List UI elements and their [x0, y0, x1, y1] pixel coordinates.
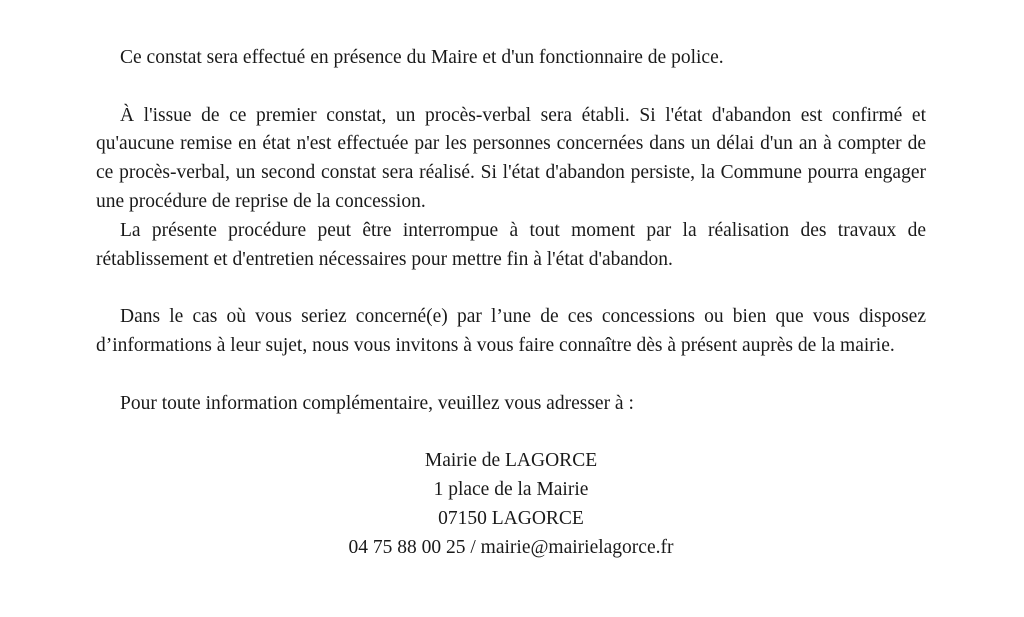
address-contact: 04 75 88 00 25 / mairie@mairielagorce.fr [348, 536, 674, 558]
address-street: 1 place de la Mairie [433, 478, 589, 500]
paragraph-spacer [96, 361, 926, 390]
paragraph-concession: Dans le cas où vous seriez concerné(e) par l’une de ces concessions ou bien que vous disposez d’informations à leur sujet, nous vous invitons à vous faire connaître dès à présent auprès de la mairie. [96, 306, 926, 356]
address-block [96, 447, 926, 562]
paragraph-spacer [96, 418, 926, 447]
paragraph-spacer [96, 73, 926, 102]
paragraph-constat: Ce constat sera effectué en présence du Maire et d'un fonctionnaire de police. [120, 47, 724, 68]
paragraph-procedure: La présente procédure peut être interrompue à tout moment par la réalisation des travaux de rétablissement et d'entretien nécessaires pour mettre fin à l'état d'abandon. [96, 219, 926, 270]
paragraph-spacer [96, 274, 926, 303]
paragraph-information: Pour toute information complémentaire, veuillez vous adresser à : [120, 392, 634, 414]
address-name: Mairie de LAGORCE [424, 450, 598, 472]
address-city: 07150 LAGORCE [438, 507, 584, 529]
document-page [96, 44, 926, 562]
paragraph-proces-verbal: À l'issue de ce premier constat, un procès-verbal sera établi. Si l'état d'abandon est confirmé et qu'aucune remise en état n'est effectuée par les personnes concernées dans un délai d'un an à compter de ce procès-verbal, un second constat sera réalisé. Si l'état d'abandon persiste, la Commune pourra engager une procédure de reprise de la concession. [96, 104, 926, 212]
